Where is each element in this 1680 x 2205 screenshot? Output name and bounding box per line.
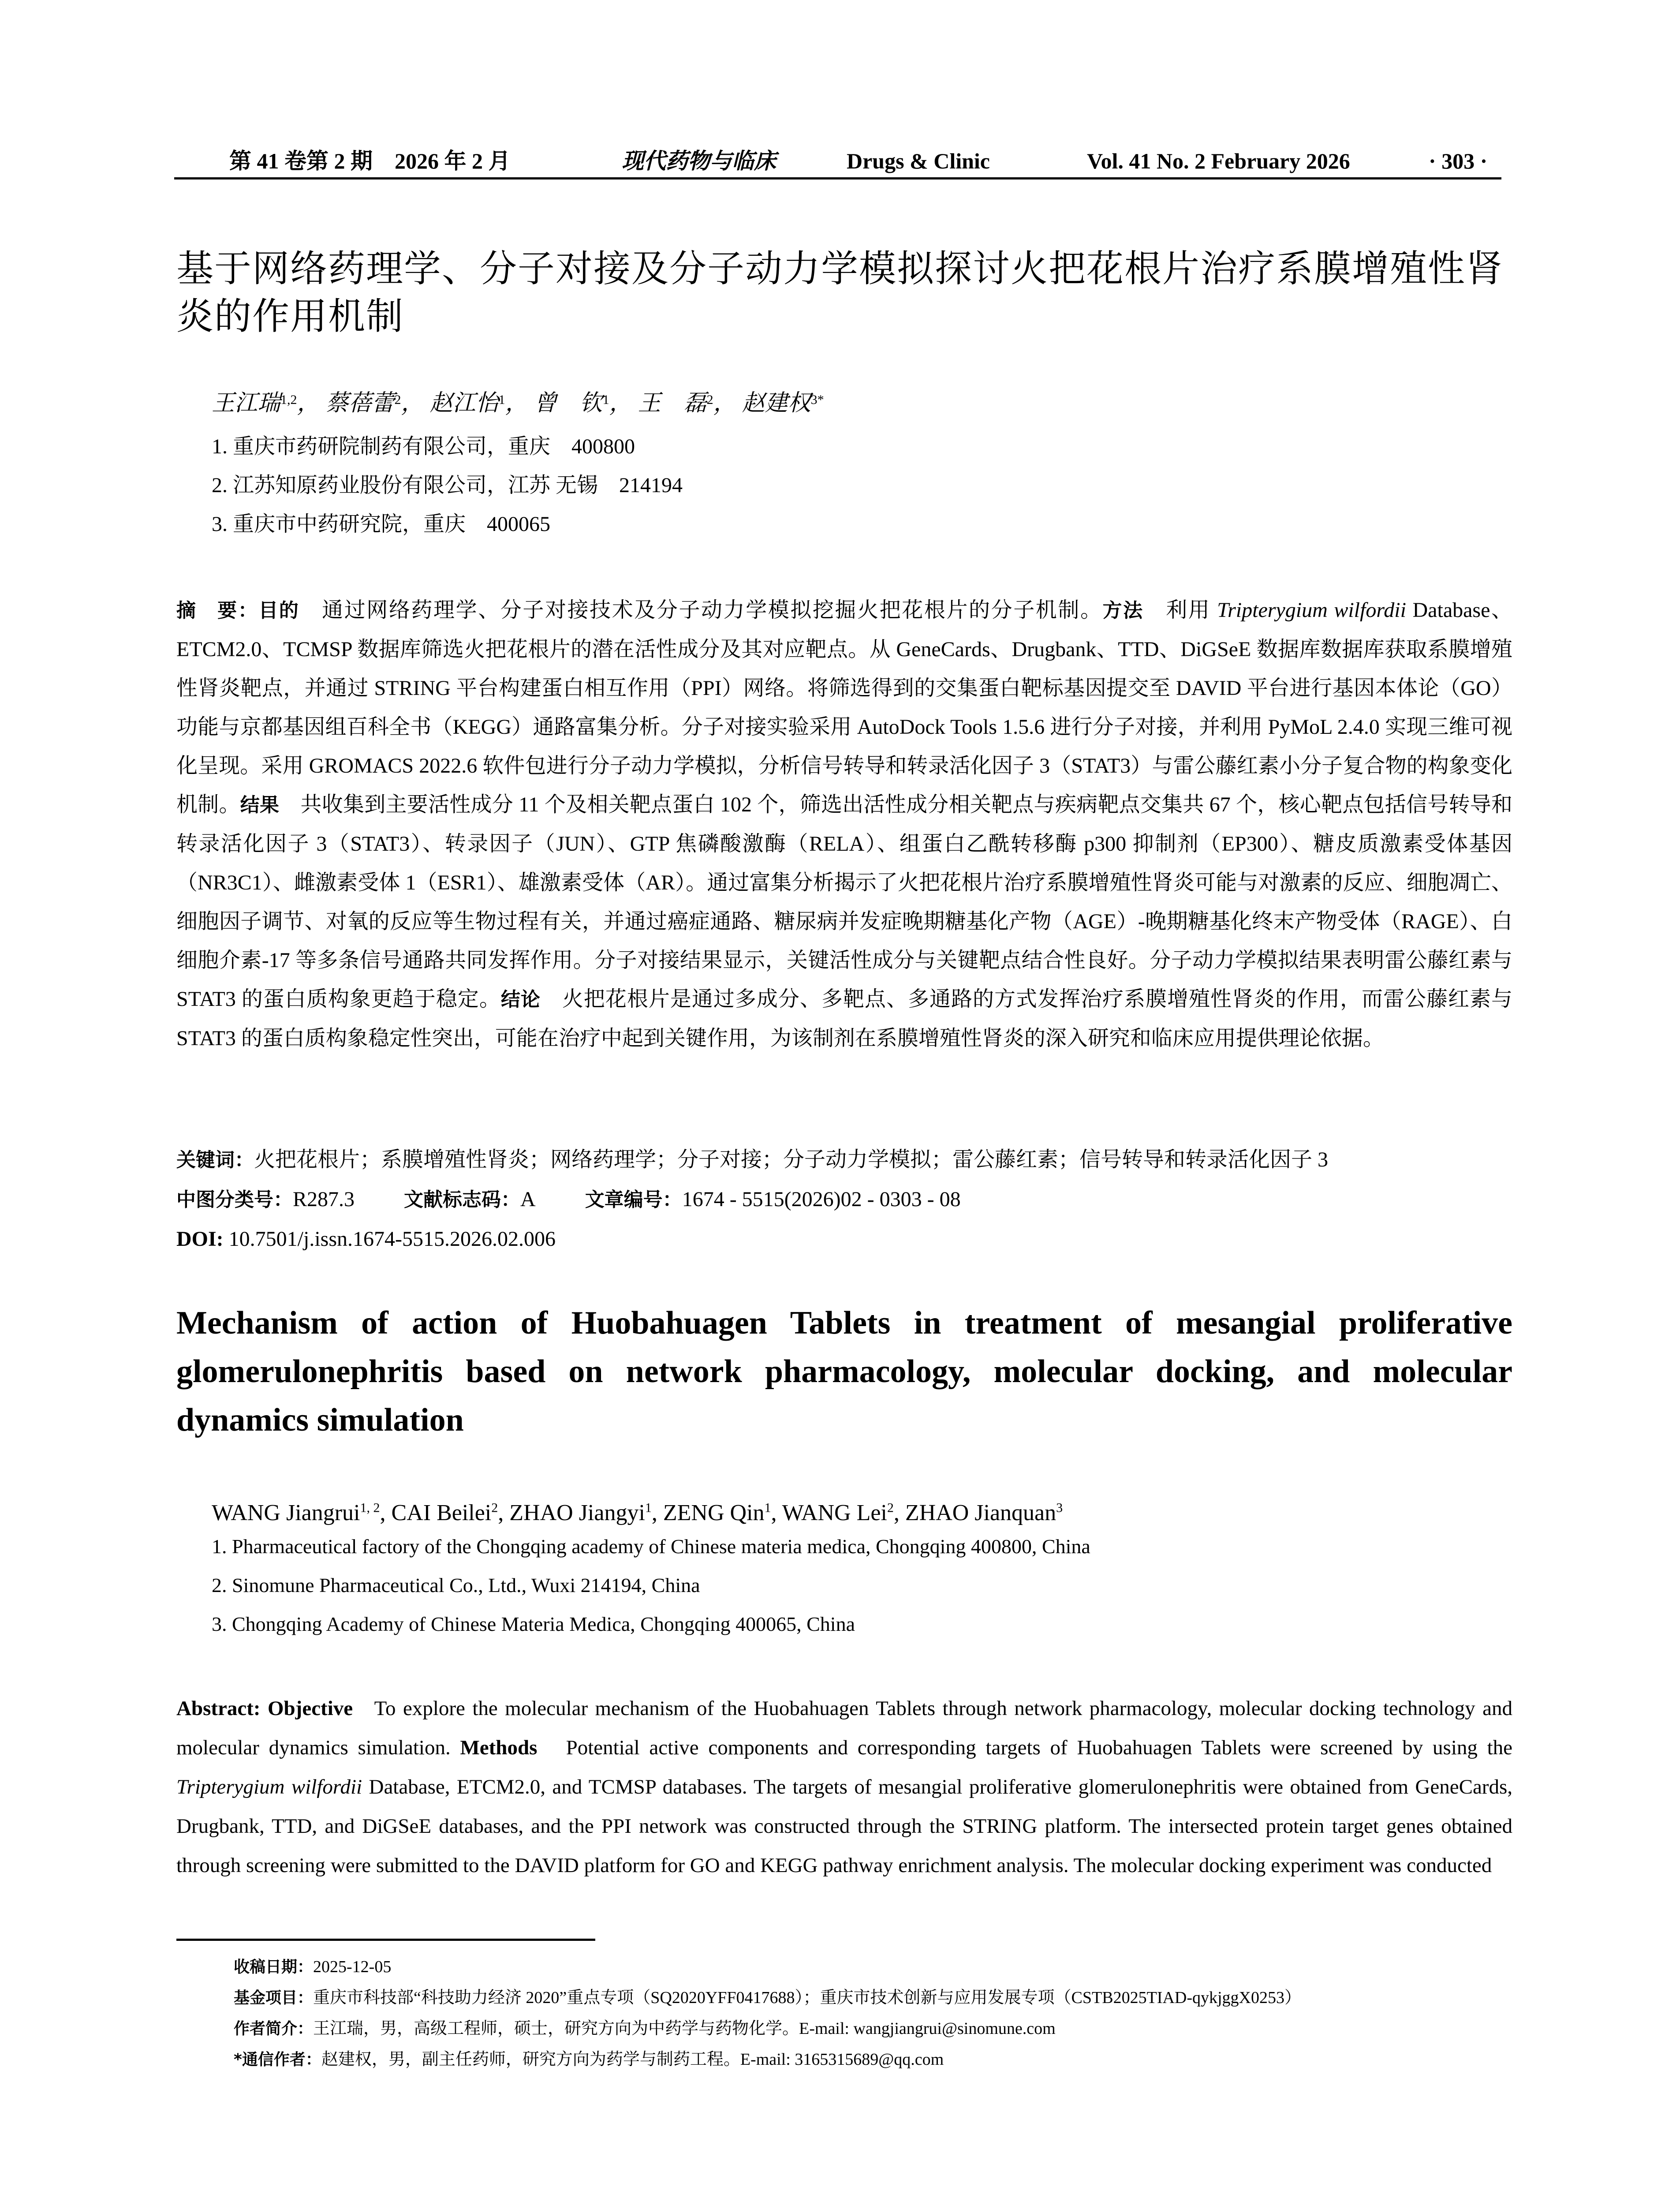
footnote-author-bio: 作者简介：王江瑞，男，高级工程师，硕士，研究方向为中药学与药物化学。E-mail: wangjiangrui@sinomune.com xyxy=(234,2019,1056,2038)
affiliation-cn: 3. 重庆市中药研究院，重庆 400065 xyxy=(212,512,551,536)
author-en: ZHAO Jianquan$^3$ xyxy=(905,1500,1063,1526)
article-number: 文章编号：1674 - 5515(2026)02 - 0303 - 08 xyxy=(585,1188,961,1211)
header-journal-en: Drugs & Clinic xyxy=(847,149,990,173)
methods-en-text: Database, ETCM2.0, and TCMSP databases. The targets of mesangial proliferative glomerulonephritis were obtained from GeneCards, Drugbank, TTD, and DiGSeE databases, and the PPI network was constructed through the STRING platform. The intersected protein target genes obtained through screening were submitted to the DAVID platform for GO and KEGG pathway enrichment analysis. The molecular docking experiment was conducted xyxy=(176,1775,1512,1877)
title-cn: 基于网络药理学、分子对接及分子动力学模拟探讨火把花根片治疗系膜增殖性肾炎的作用机制 xyxy=(176,247,1504,338)
header-page-number: · 303 · xyxy=(1429,149,1488,173)
footnote-received: 收稿日期：2025-12-05 xyxy=(234,1958,392,1976)
doi-label: DOI: xyxy=(176,1227,224,1251)
author-cn: 王江瑞$^{1,2}$ xyxy=(212,391,297,416)
conclusion-text: 火把花根片是通过多成分、多靶点、多通路的方式发挥治疗系膜增殖性肾炎的作用，而雷公藤红素与 STAT3 的蛋白质构象稳定性突出，可能在治疗中起到关键作用，为该制剂在系膜增殖性肾炎的深入研究和临床应用提供理论依据。 xyxy=(176,987,1513,1050)
header-volume-en: Vol. 41 No. 2 February 2026 xyxy=(1087,149,1350,173)
methods-en-label: Methods xyxy=(460,1736,538,1759)
affiliation-cn: 1. 重庆市药研院制药有限公司，重庆 400800 xyxy=(212,435,635,458)
affiliation-en: 3. Chongqing Academy of Chinese Materia Medica, Chongqing 400065, China xyxy=(212,1613,855,1635)
author-en: WANG Jiangrui$^{1, 2}$ xyxy=(212,1500,380,1526)
header-rule xyxy=(174,177,1501,179)
results-text: 共收集到主要活性成分 11 个及相关靶点蛋白 102 个，筛选出活性成分相关靶点与疾病靶点交集共 67 个，核心靶点包括信号转导和转录活化因子 3（STAT3）、转录因子（JUN）、GTP 焦磷酸激酶（RELA）、组蛋白乙酰转移酶 p300 抑制剂（EP300）、糖皮质激素受体基因（NR3C1）、雌激素受体 1（ESR1）、雄激素受体（AR）。通过富集分析揭示了火把花根片治疗系膜增殖性肾炎可能与对激素的反应、细胞凋亡、细胞因子调节、对氧的反应等生物过程有关，并通过癌症通路、糖尿病并发症晚期糖基化产物（AGE）-晚期糖基化终末产物受体（RAGE）、白细胞介素-17 等多条信号通路共同发挥作用。分子对接结果显示，关键活性成分与关键靶点结合性良好。分子动力学模拟结果表明雷公藤红素与 STAT3 的蛋白质构象更趋于稳定。 xyxy=(176,793,1512,1011)
footnote-corresponding: *通信作者：赵建权，男，副主任药师，研究方向为药学与制药工程。E-mail: 3165315689@qq.com xyxy=(234,2050,944,2069)
methods-label: 方法 xyxy=(1102,599,1144,622)
objective-label: 目的 xyxy=(258,599,300,622)
species-name: Tripterygium wilfordii xyxy=(1217,598,1406,622)
author-cn: 赵建权$^{3*}$ xyxy=(742,391,824,416)
objective-text: 通过网络药理学、分子对接技术及分子动力学模拟挖掘火把花根片的分子机制。 xyxy=(322,598,1103,622)
header-volume-cn: 第 41 卷第 2 期 2026 年 2 月 xyxy=(229,149,511,173)
doi-link[interactable]: 10.7501/j.issn.1674-5515.2026.02.006 xyxy=(223,1227,556,1251)
keywords-label: 关键词： xyxy=(176,1149,254,1171)
clc-code: 中图分类号：R287.3 xyxy=(176,1188,355,1211)
author-cn: 赵江怡$^1$ xyxy=(429,391,505,416)
footnote-rule xyxy=(176,1939,595,1941)
author-cn: 蔡蓓蕾$^2$ xyxy=(325,391,401,416)
header-journal-cn: 现代药物与临床 xyxy=(622,149,776,173)
abstract-cn: 摘 要：目的 通过网络药理学、分子对接技术及分子动力学模拟挖掘火把花根片的分子机制。方法 利用 Tripterygium wilfordii Database、ETCM2.0、TCMSP 数据库筛选火把花根片的潜在活性成分及其对应靶点。从 GeneCards、Drugbank、TTD、DiGSeE 数据库数据库获取系膜增殖性肾炎靶点，并通过 STRING 平台构建蛋白相互作用（PPI）网络。将筛选得到的交集蛋白靶标基因提交至 DAVID 平台进行基因本体论（GO）功能与京都基因组百科全书（KEGG）通路富集分析。分子对接实验采用 AutoDock Tools 1.5.6 进行分子对接，并利用 PyMoL 2.4.0 实现三维可视化呈现。采用 GROMACS 2022.6 软件包进行分子动力学模拟，分析信号转导和转录活化因子 3（STAT3）与雷公藤红素小分子复合物的构象变化机制。结果 共收集到主要活性成分 11 个及相关靶点蛋白 102 个，筛选出活性成分相关靶点与疾病靶点交集共 67 个，核心靶点包括信号转导和转录活化因子 3（STAT3）、转录因子（JUN）、GTP 焦磷酸激酶（RELA）、组蛋白乙酰转移酶 p300 抑制剂（EP300）、糖皮质激素受体基因（NR3C1）、雌激素受体 1（ESR1）、雄激素受体（AR）。通过富集分析揭示了火把花根片治疗系膜增殖性肾炎可能与对激素的反应、细胞凋亡、细胞因子调节、对氧的反应等生物过程有关，并通过癌症通路、糖尿病并发症晚期糖基化产物（AGE）-晚期糖基化终末产物受体（RAGE）、白细胞介素-17 等多条信号通路共同发挥作用。分子对接结果显示，关键活性成分与关键靶点结合性良好。分子动力学模拟结果表明雷公藤红素与 STAT3 的蛋白质构象更趋于稳定。结论 火把花根片是通过多成分、多靶点、多通路的方式发挥治疗系膜增殖性肾炎的作用，而雷公藤红素与 STAT3 的蛋白质构象稳定性突出，可能在治疗中起到关键作用，为该制剂在系膜增殖性肾炎的深入研究和临床应用提供理论依据。 xyxy=(176,598,1513,1050)
document-code: 文献标志码：A xyxy=(404,1188,536,1211)
conclusion-label: 结论 xyxy=(500,988,541,1011)
results-label: 结果 xyxy=(240,794,280,816)
abstract-en: Abstract: Objective To explore the molecular mechanism of the Huobahuagen Tablets through network pharmacology, molecular docking technology and molecular dynamics simulation. Methods Potential active components and corresponding targets of Huobahuagen Tablets were screened by using the Tripterygium wilfordii Database, ETCM2.0, and TCMSP databases. The targets of mesangial proliferative glomerulonephritis were obtained from GeneCards, Drugbank, TTD, and DiGSeE databases, and the PPI network was constructed through the STRING platform. The intersected protein target genes obtained through screening were submitted to the DAVID platform for GO and KEGG pathway enrichment analysis. The molecular docking experiment was conducted xyxy=(176,1697,1513,1877)
footnote-funding: 基金项目：重庆市科技部“科技助力经济 2020”重点专项（SQ2020YFF0417688）；重庆市技术创新与应用发展专项（CSTB2025TIAD-qykjggX0253） xyxy=(234,1988,1301,2007)
keywords-cn xyxy=(176,1144,1328,1176)
species-name-en: Tripterygium wilfordii xyxy=(176,1775,362,1798)
authors-cn: 王江瑞$^{1,2}$， 蔡蓓蕾$^2$， 赵江怡$^1$， 曾 钦$^1$， 王 磊$^2$， 赵建权$^{3*}$ xyxy=(212,391,824,416)
affiliation-en: 2. Sinomune Pharmaceutical Co., Ltd., Wuxi 214194, China xyxy=(212,1574,700,1596)
methods-text: Database、ETCM2.0、TCMSP 数据库筛选火把花根片的潜在活性成分及其对应靶点。从 GeneCards、Drugbank、TTD、DiGSeE 数据库数据库获取系膜增殖性肾炎靶点，并通过 STRING 平台构建蛋白相互作用（PPI）网络。将筛选得到的交集蛋白靶标基因提交至 DAVID 平台进行基因本体论（GO）功能与京都基因组百科全书（KEGG）通路富集分析。分子对接实验采用 AutoDock Tools 1.5.6 进行分子对接，并利用 PyMoL 2.4.0 实现三维可视化呈现。采用 GROMACS 2022.6 软件包进行分子动力学模拟，分析信号转导和转录活化因子 3（STAT3）与雷公藤红素小分子复合物的构象变化机制。 xyxy=(176,598,1513,816)
classification-line xyxy=(176,1184,1005,1215)
author-cn: 王 磊$^2$ xyxy=(638,391,713,416)
title-en: Mechanism of action of Huobahuagen Tablets in treatment of mesangial proliferative glomerulonephritis based on network pharmacology, molecular docking, and molecular dynamics simulation xyxy=(176,1305,1512,1438)
affiliation-cn: 2. 江苏知原药业股份有限公司，江苏 无锡 214194 xyxy=(212,474,683,497)
affiliation-en: 1. Pharmaceutical factory of the Chongqing academy of Chinese materia medica, Chongqing 400800, China xyxy=(212,1535,1090,1558)
author-en: ZHAO Jiangyi$^1$ xyxy=(509,1500,652,1526)
author-cn: 曾 钦$^1$ xyxy=(534,391,609,416)
authors-en: WANG Jiangrui$^{1, 2}$, CAI Beilei$^2$, ZHAO Jiangyi$^1$, ZENG Qin$^1$, WANG Lei$^2$, ZHAO Jianquan$^3$ xyxy=(212,1500,1063,1526)
abstract-label: 摘 要： xyxy=(176,599,259,622)
running-header xyxy=(176,141,1504,181)
objective-en-text: To explore the molecular mechanism of the Huobahuagen Tablets through network pharmacology, molecular docking technology and molecular dynamics simulation. xyxy=(176,1697,1512,1759)
author-en: ZENG Qin$^1$ xyxy=(663,1500,771,1526)
author-en: WANG Lei$^2$ xyxy=(782,1500,894,1526)
keywords-value: 火把花根片；系膜增殖性肾炎；网络药理学；分子对接；分子动力学模拟；雷公藤红素；信号转导和转录活化因子 3 xyxy=(254,1148,1329,1171)
abstract-en-label: Abstract: Objective xyxy=(176,1697,353,1720)
doi-line xyxy=(176,1224,556,1255)
author-en: CAI Beilei$^2$ xyxy=(391,1500,498,1526)
